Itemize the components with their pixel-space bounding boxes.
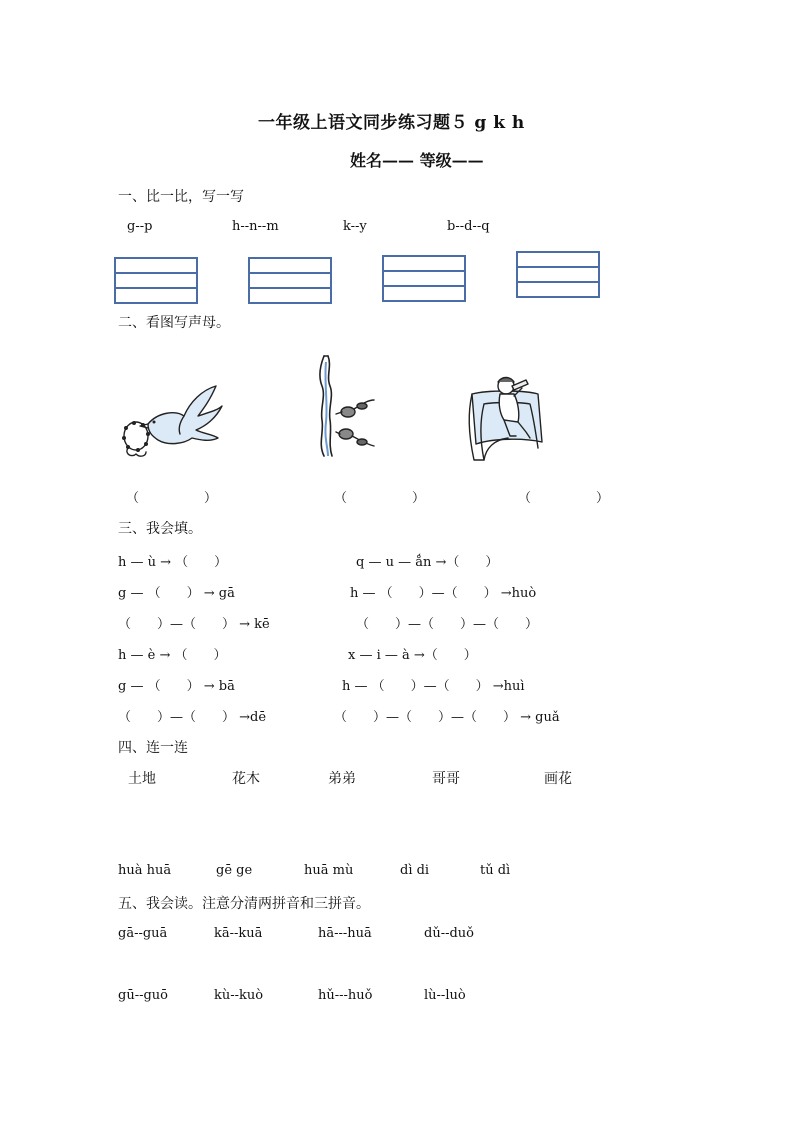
read-pair: dǔ--duǒ	[424, 926, 475, 941]
section-3-heading: 三、我会填。	[118, 521, 202, 537]
fill-item[interactable]: （ ）—（ ） →dē	[118, 710, 267, 725]
read-pair: kù--kuò	[214, 988, 264, 1003]
match-word[interactable]: 土地	[128, 771, 156, 787]
page-title: 一年级上语文同步练习题５ g k h	[258, 113, 525, 133]
answer-parens[interactable]: （ ）	[126, 491, 218, 506]
match-pinyin[interactable]: tǔ dì	[480, 863, 511, 878]
compare-pair: k--y	[343, 219, 367, 234]
read-pair: hā---huā	[318, 926, 372, 941]
match-pinyin[interactable]: gē ge	[216, 863, 253, 878]
section-4-heading: 四、连一连	[118, 740, 188, 756]
fill-item[interactable]: h — è → （ ）	[118, 648, 227, 663]
match-word[interactable]: 画花	[544, 771, 572, 787]
read-pair: gā--guā	[118, 926, 168, 941]
answer-parens[interactable]: （ ）	[518, 491, 610, 506]
section-1-heading: 一、比一比，写一写	[118, 189, 244, 205]
read-pair: hǔ---huǒ	[318, 988, 373, 1003]
boy-drinking-icon	[464, 372, 546, 464]
name-grade-line: 姓名—— 等级——	[350, 151, 484, 170]
fill-item[interactable]: q — u — ǻn →（ ）	[356, 555, 499, 570]
fill-item[interactable]: （ ）—（ ）—（ ）	[356, 617, 539, 632]
section-2-heading: 二、看图写声母。	[118, 315, 230, 331]
match-pinyin[interactable]: huà huā	[118, 863, 172, 878]
match-pinyin[interactable]: dì di	[400, 863, 430, 878]
read-pair: kā--kuā	[214, 926, 263, 941]
fill-item[interactable]: h — ù → （ ）	[118, 555, 228, 570]
fill-item[interactable]: h — （ ）—（ ） →huì	[342, 679, 525, 694]
answer-parens[interactable]: （ ）	[334, 491, 426, 506]
match-word[interactable]: 哥哥	[432, 771, 460, 787]
match-word[interactable]: 弟弟	[328, 771, 356, 787]
writing-grid[interactable]	[114, 257, 198, 304]
writing-grid[interactable]	[382, 255, 466, 302]
match-word[interactable]: 花木	[232, 771, 260, 787]
writing-grid[interactable]	[248, 257, 332, 304]
fill-item[interactable]: g — （ ） → gā	[118, 586, 235, 601]
fill-item[interactable]: g — （ ） → bā	[118, 679, 235, 694]
compare-pair: b--d--q	[447, 219, 490, 234]
tadpoles-icon	[314, 352, 386, 462]
read-pair: gū--guō	[118, 988, 169, 1003]
writing-grid[interactable]	[516, 251, 600, 298]
read-pair: lù--luò	[424, 988, 466, 1003]
compare-pair: g--p	[127, 219, 153, 234]
dove-icon	[118, 382, 226, 464]
fill-item[interactable]: h — （ ）—（ ） →huò	[350, 586, 537, 601]
fill-item[interactable]: （ ）—（ ） → kē	[118, 617, 270, 632]
section-5-heading: 五、我会读。注意分清两拼音和三拼音。	[118, 896, 370, 912]
compare-pair: h--n--m	[232, 219, 279, 234]
match-pinyin[interactable]: huā mù	[304, 863, 354, 878]
fill-item[interactable]: （ ）—（ ）—（ ） → guǎ	[334, 710, 560, 725]
fill-item[interactable]: x — i — à →（ ）	[348, 648, 477, 663]
